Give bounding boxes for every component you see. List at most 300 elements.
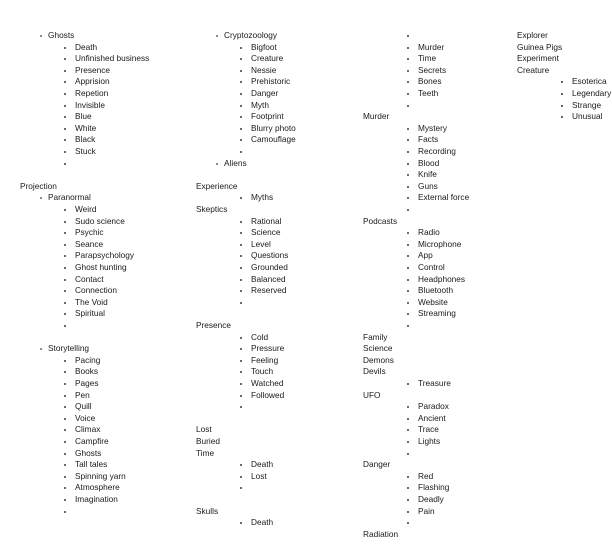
- outline-item-label: Tall tales: [75, 459, 108, 470]
- outline-item: [251, 134, 296, 146]
- outline-item: [251, 227, 281, 239]
- outline-item-label: Questions: [251, 250, 289, 261]
- outline-item-label: Explorer: [517, 30, 548, 40]
- outline-item-label: Voice: [75, 412, 96, 423]
- bullet-icon: [64, 70, 66, 72]
- bullet-icon: [407, 209, 409, 211]
- outline-item: [75, 482, 120, 494]
- outline-item-label: Science: [251, 227, 281, 238]
- bullet-icon: [64, 325, 66, 327]
- outline-item: [418, 285, 453, 297]
- outline-item-label: Red: [418, 470, 434, 481]
- bullet-icon: [240, 371, 242, 373]
- outline-item: [517, 53, 559, 65]
- outline-item: [572, 100, 601, 112]
- bullet-icon: [240, 244, 242, 246]
- bullet-icon: [240, 105, 242, 107]
- outline-item: [48, 30, 74, 42]
- outline-item: [418, 192, 469, 204]
- outline-item-label: Facts: [418, 134, 439, 145]
- bullet-icon: [64, 476, 66, 478]
- bullet-icon: [407, 139, 409, 141]
- outline-item: [251, 471, 267, 483]
- bullet-icon: [407, 267, 409, 269]
- outline-item-label: Demons: [363, 354, 394, 365]
- outline-item: [196, 424, 212, 436]
- outline-item-label: Presence: [196, 320, 232, 330]
- outline-item-label: Watched: [251, 378, 284, 388]
- bullet-icon: [561, 93, 563, 95]
- bullet-icon: [407, 105, 409, 107]
- outline-item: [363, 355, 394, 367]
- outline-item: [75, 216, 125, 228]
- outline-item: [418, 378, 451, 390]
- bullet-icon: [64, 128, 66, 130]
- bullet-icon: [64, 244, 66, 246]
- outline-item: [251, 192, 273, 204]
- outline-item-label: Reserved: [251, 285, 287, 296]
- outline-item-label: Murder: [418, 41, 445, 52]
- outline-item-label: Family: [363, 331, 388, 342]
- outline-item: [196, 448, 214, 460]
- outline-item: [251, 123, 296, 135]
- outline-item-label: Contact: [75, 273, 104, 284]
- outline-item: [75, 436, 109, 448]
- outline-item: [363, 366, 386, 378]
- outline-item: [418, 471, 433, 483]
- outline-item: [418, 250, 433, 262]
- outline-item: [517, 65, 549, 77]
- bullet-icon: [240, 139, 242, 141]
- outline-item-label: Radio: [418, 227, 440, 238]
- outline-item-label: Skeptics: [196, 204, 228, 214]
- bullet-icon: [407, 174, 409, 176]
- bullet-icon: [407, 93, 409, 95]
- outline-item-label: Quill: [75, 401, 92, 412]
- outline-item-label: Lost: [251, 470, 267, 481]
- bullet-icon: [240, 290, 242, 292]
- outline-item-label: Treasure: [418, 378, 451, 388]
- outline-item: [75, 53, 149, 65]
- bullet-icon: [40, 197, 42, 199]
- bullet-icon: [64, 81, 66, 83]
- outline-item-label: Pages: [75, 378, 99, 388]
- outline-item: [251, 459, 273, 471]
- outline-item-label: Science: [363, 343, 393, 354]
- outline-item: [418, 227, 440, 239]
- outline-item-label: Ghost hunting: [75, 262, 127, 272]
- bullet-icon: [407, 406, 409, 408]
- outline-item: [363, 529, 398, 541]
- outline-item: [251, 390, 284, 402]
- outline-item-label: Mystery: [418, 122, 448, 133]
- outline-item-label: Experience: [196, 180, 238, 191]
- bullet-icon: [407, 429, 409, 431]
- outline-item-label: Weird: [75, 204, 97, 214]
- bullet-icon: [407, 35, 409, 37]
- bullet-icon: [407, 313, 409, 315]
- bullet-icon: [64, 209, 66, 211]
- outline-item: [75, 413, 95, 425]
- bullet-icon: [240, 197, 242, 199]
- bullet-icon: [240, 47, 242, 49]
- outline-item-label: Creature: [517, 64, 550, 75]
- bullet-icon: [64, 58, 66, 60]
- outline-item-label: External force: [418, 192, 470, 203]
- outline-item: [418, 158, 439, 170]
- outline-item-label: Footprint: [251, 111, 284, 122]
- outline-item-label: Secrets: [418, 64, 447, 75]
- outline-item-label: Flashing: [418, 482, 450, 493]
- outline-item: [251, 250, 288, 262]
- outline-item: [251, 76, 290, 88]
- outline-item: [418, 65, 446, 77]
- outline-item: [48, 192, 91, 204]
- outline-item-label: Storytelling: [48, 343, 90, 354]
- outline-item: [418, 401, 449, 413]
- outline-item: [75, 88, 108, 100]
- bullet-icon: [64, 302, 66, 304]
- outline-item-label: Psychic: [75, 227, 104, 238]
- outline-item-label: Death: [251, 459, 274, 470]
- outline-item-label: UFO: [363, 389, 381, 400]
- outline-item-label: Control: [418, 262, 445, 272]
- outline-item: [251, 366, 273, 378]
- bullet-icon: [407, 487, 409, 489]
- outline-item: [75, 204, 97, 216]
- outline-item: [75, 100, 105, 112]
- outline-item: [251, 111, 284, 123]
- outline-item-label: Unfinished business: [75, 53, 150, 64]
- bullet-icon: [64, 487, 66, 489]
- bullet-icon: [407, 441, 409, 443]
- outline-item: [418, 506, 435, 518]
- outline-item: [517, 42, 562, 54]
- outline-item: [418, 262, 445, 274]
- outline-item-label: Campfire: [75, 436, 109, 446]
- bullet-icon: [64, 279, 66, 281]
- outline-item: [251, 65, 276, 77]
- outline-item-label: Pacing: [75, 354, 101, 365]
- bullet-icon: [407, 499, 409, 501]
- bullet-icon: [240, 232, 242, 234]
- outline-item-label: Touch: [251, 366, 274, 377]
- bullet-icon: [561, 116, 563, 118]
- outline-item-label: Prehistoric: [251, 76, 291, 87]
- outline-item: [196, 506, 218, 518]
- outline-item-label: Website: [418, 296, 448, 307]
- outline-item-label: Paranormal: [48, 192, 91, 203]
- outline-item: [363, 332, 387, 344]
- outline-item: [224, 158, 247, 170]
- outline-item: [251, 239, 271, 251]
- outline-item: [251, 216, 281, 228]
- outline-item: [75, 390, 90, 402]
- outline-item: [517, 30, 548, 42]
- bullet-icon: [64, 313, 66, 315]
- outline-item: [75, 308, 105, 320]
- outline-item: [418, 76, 442, 88]
- outline-item-label: Guinea Pigs: [517, 41, 563, 52]
- outline-item-label: Trace: [418, 424, 439, 435]
- outline-item-label: Cold: [251, 331, 269, 342]
- outline-item-label: Camouflage: [251, 134, 296, 145]
- outline-item-label: Presence: [75, 64, 111, 75]
- outline-item: [418, 123, 447, 135]
- bullet-icon: [64, 429, 66, 431]
- bullet-icon: [240, 348, 242, 350]
- outline-item: [418, 53, 436, 65]
- outline-item: [251, 88, 278, 100]
- outline-item-label: Ancient: [418, 412, 446, 423]
- outline-item-label: Feeling: [251, 354, 279, 365]
- bullet-icon: [240, 128, 242, 130]
- outline-item-label: Bigfoot: [251, 41, 277, 52]
- outline-item: [75, 262, 127, 274]
- bullet-icon: [64, 267, 66, 269]
- outline-item-label: Strange: [572, 99, 602, 110]
- outline-item: [251, 274, 286, 286]
- outline-item-label: Danger: [363, 459, 391, 470]
- outline-item: [75, 471, 126, 483]
- outline-item-label: Pressure: [251, 343, 285, 354]
- bullet-icon: [407, 47, 409, 49]
- bullet-icon: [240, 81, 242, 83]
- outline-item-label: Sudo science: [75, 215, 125, 226]
- bullet-icon: [240, 70, 242, 72]
- outline-item: [418, 424, 439, 436]
- outline-item-label: Lost: [196, 424, 212, 435]
- outline-item-label: Myth: [251, 99, 269, 110]
- outline-item-label: Experiment: [517, 53, 559, 64]
- bullet-icon: [64, 453, 66, 455]
- outline-item: [251, 517, 273, 529]
- outline-item: [75, 494, 118, 506]
- bullet-icon: [407, 279, 409, 281]
- outline-item: [75, 76, 110, 88]
- bullet-icon: [407, 81, 409, 83]
- outline-item: [75, 297, 108, 309]
- outline-item: [251, 343, 284, 355]
- bullet-icon: [240, 116, 242, 118]
- bullet-icon: [407, 522, 409, 524]
- outline-item-label: Myths: [251, 192, 274, 203]
- outline-item-label: Ghosts: [75, 447, 102, 458]
- outline-item-label: Rational: [251, 215, 282, 226]
- outline-item: [75, 424, 100, 436]
- outline-item-label: Headphones: [418, 273, 466, 284]
- bullet-icon: [407, 383, 409, 385]
- bullet-icon: [240, 395, 242, 397]
- bullet-icon: [407, 197, 409, 199]
- outline-item-label: Murder: [363, 111, 390, 122]
- outline-item: [75, 285, 117, 297]
- outline-item-label: Esoterica: [572, 76, 607, 87]
- outline-item-label: Devils: [363, 366, 386, 377]
- outline-item-label: Guns: [418, 180, 438, 191]
- bullet-icon: [64, 116, 66, 118]
- bullet-icon: [240, 221, 242, 223]
- outline-item-label: Blue: [75, 111, 92, 122]
- bullet-icon: [216, 163, 218, 165]
- bullet-icon: [407, 511, 409, 513]
- bullet-icon: [64, 395, 66, 397]
- outline-item: [196, 320, 231, 332]
- bullet-icon: [40, 35, 42, 37]
- outline-item: [363, 111, 389, 123]
- bullet-icon: [407, 151, 409, 153]
- bullet-icon: [64, 93, 66, 95]
- bullet-icon: [64, 441, 66, 443]
- bullet-icon: [407, 418, 409, 420]
- outline-item-label: Seance: [75, 238, 104, 249]
- outline-item-label: Aliens: [224, 157, 247, 168]
- outline-item-label: Pen: [75, 389, 90, 400]
- outline-item: [418, 413, 446, 425]
- outline-item-label: Apprision: [75, 76, 110, 87]
- bullet-icon: [64, 406, 66, 408]
- outline-item-label: Repetion: [75, 88, 109, 98]
- outline-item-label: Black: [75, 134, 96, 145]
- outline-item: [572, 88, 611, 100]
- outline-item: [572, 76, 607, 88]
- outline-item: [418, 308, 456, 320]
- bullet-icon: [240, 255, 242, 257]
- outline-item: [251, 100, 269, 112]
- bullet-icon: [64, 221, 66, 223]
- outline-item-label: Stuck: [75, 146, 96, 156]
- outline-item-label: Microphone: [418, 238, 462, 249]
- outline-item: [75, 111, 92, 123]
- outline-item: [75, 42, 97, 54]
- outline-item: [75, 378, 99, 390]
- outline-item: [75, 355, 100, 367]
- outline-item-label: Unusual: [572, 111, 603, 122]
- outline-item-label: Level: [251, 238, 271, 249]
- bullet-icon: [240, 522, 242, 524]
- bullet-icon: [407, 255, 409, 257]
- bullet-icon: [64, 371, 66, 373]
- outline-item-label: Teeth: [418, 88, 439, 98]
- bullet-icon: [216, 35, 218, 37]
- outline-item: [418, 42, 444, 54]
- outline-item-label: Death: [251, 517, 274, 528]
- bullet-icon: [64, 163, 66, 165]
- bullet-icon: [40, 348, 42, 350]
- bullet-icon: [407, 186, 409, 188]
- bullet-icon: [240, 383, 242, 385]
- outline-item-label: Paradox: [418, 401, 449, 412]
- outline-item: [418, 146, 456, 158]
- outline-item: [418, 88, 438, 100]
- bullet-icon: [64, 105, 66, 107]
- outline-item: [418, 494, 444, 506]
- outline-item: [48, 343, 89, 355]
- bullet-icon: [407, 70, 409, 72]
- outline-item-label: Atmosphere: [75, 482, 120, 493]
- outline-item: [75, 227, 104, 239]
- bullet-icon: [64, 511, 66, 513]
- bullet-icon: [407, 325, 409, 327]
- outline-item-label: Recording: [418, 146, 456, 156]
- outline-item-label: Lights: [418, 436, 441, 446]
- bullet-icon: [64, 139, 66, 141]
- outline-item: [251, 332, 268, 344]
- outline-item: [418, 274, 465, 286]
- bullet-icon: [64, 290, 66, 292]
- outline-item-label: White: [75, 122, 97, 133]
- outline-item-label: Deadly: [418, 494, 444, 504]
- outline-item: [251, 378, 283, 390]
- outline-item: [196, 436, 220, 448]
- bullet-icon: [64, 232, 66, 234]
- outline-item-label: Buried: [196, 436, 220, 446]
- outline-item-label: Legendary: [572, 88, 612, 98]
- outline-item-label: Bones: [418, 76, 442, 87]
- outline-item: [418, 482, 449, 494]
- outline-item: [418, 134, 438, 146]
- bullet-icon: [407, 290, 409, 292]
- bullet-icon: [240, 279, 242, 281]
- outline-item: [418, 297, 448, 309]
- outline-item: [418, 181, 438, 193]
- bullet-icon: [240, 464, 242, 466]
- outline-item-label: The Void: [75, 296, 108, 307]
- outline-item-label: Streaming: [418, 308, 456, 319]
- bullet-icon: [240, 476, 242, 478]
- bullet-icon: [407, 302, 409, 304]
- outline-item: [363, 216, 397, 228]
- outline-item: [75, 250, 134, 262]
- outline-item: [75, 401, 92, 413]
- outline-item-label: Imagination: [75, 494, 118, 504]
- outline-item: [251, 53, 283, 65]
- bullet-icon: [561, 105, 563, 107]
- outline-item-label: Followed: [251, 389, 285, 400]
- outline-item-label: Nessie: [251, 64, 277, 75]
- bullet-icon: [240, 337, 242, 339]
- outline-item-label: Time: [418, 53, 437, 64]
- bullet-icon: [407, 453, 409, 455]
- outline-item: [75, 65, 110, 77]
- outline-item-label: Blurry photo: [251, 122, 296, 133]
- bullet-icon: [407, 232, 409, 234]
- outline-item: [572, 111, 602, 123]
- bullet-icon: [64, 255, 66, 257]
- outline-item: [251, 42, 277, 54]
- bullet-icon: [64, 418, 66, 420]
- outline-item: [251, 262, 288, 274]
- outline-item-label: Creature: [251, 53, 284, 64]
- bullet-icon: [240, 267, 242, 269]
- outline-item-label: Parapsychology: [75, 250, 135, 261]
- outline-item-label: Radiation: [363, 528, 399, 539]
- outline-item-label: Invisible: [75, 99, 105, 110]
- outline-item-label: Grounded: [251, 262, 288, 272]
- outline-item-label: Climax: [75, 424, 101, 435]
- outline-item-label: Skulls: [196, 505, 219, 516]
- outline-item-label: Connection: [75, 285, 117, 296]
- outline-item-label: Danger: [251, 88, 279, 98]
- outline-item-label: Spiritual: [75, 308, 105, 319]
- outline-item-label: Bluetooth: [418, 285, 454, 296]
- outline-item: [75, 459, 107, 471]
- outline-item-label: Death: [75, 41, 98, 52]
- outline-item: [196, 181, 238, 193]
- outline-item: [418, 239, 461, 251]
- bullet-icon: [240, 406, 242, 408]
- outline-item: [363, 459, 390, 471]
